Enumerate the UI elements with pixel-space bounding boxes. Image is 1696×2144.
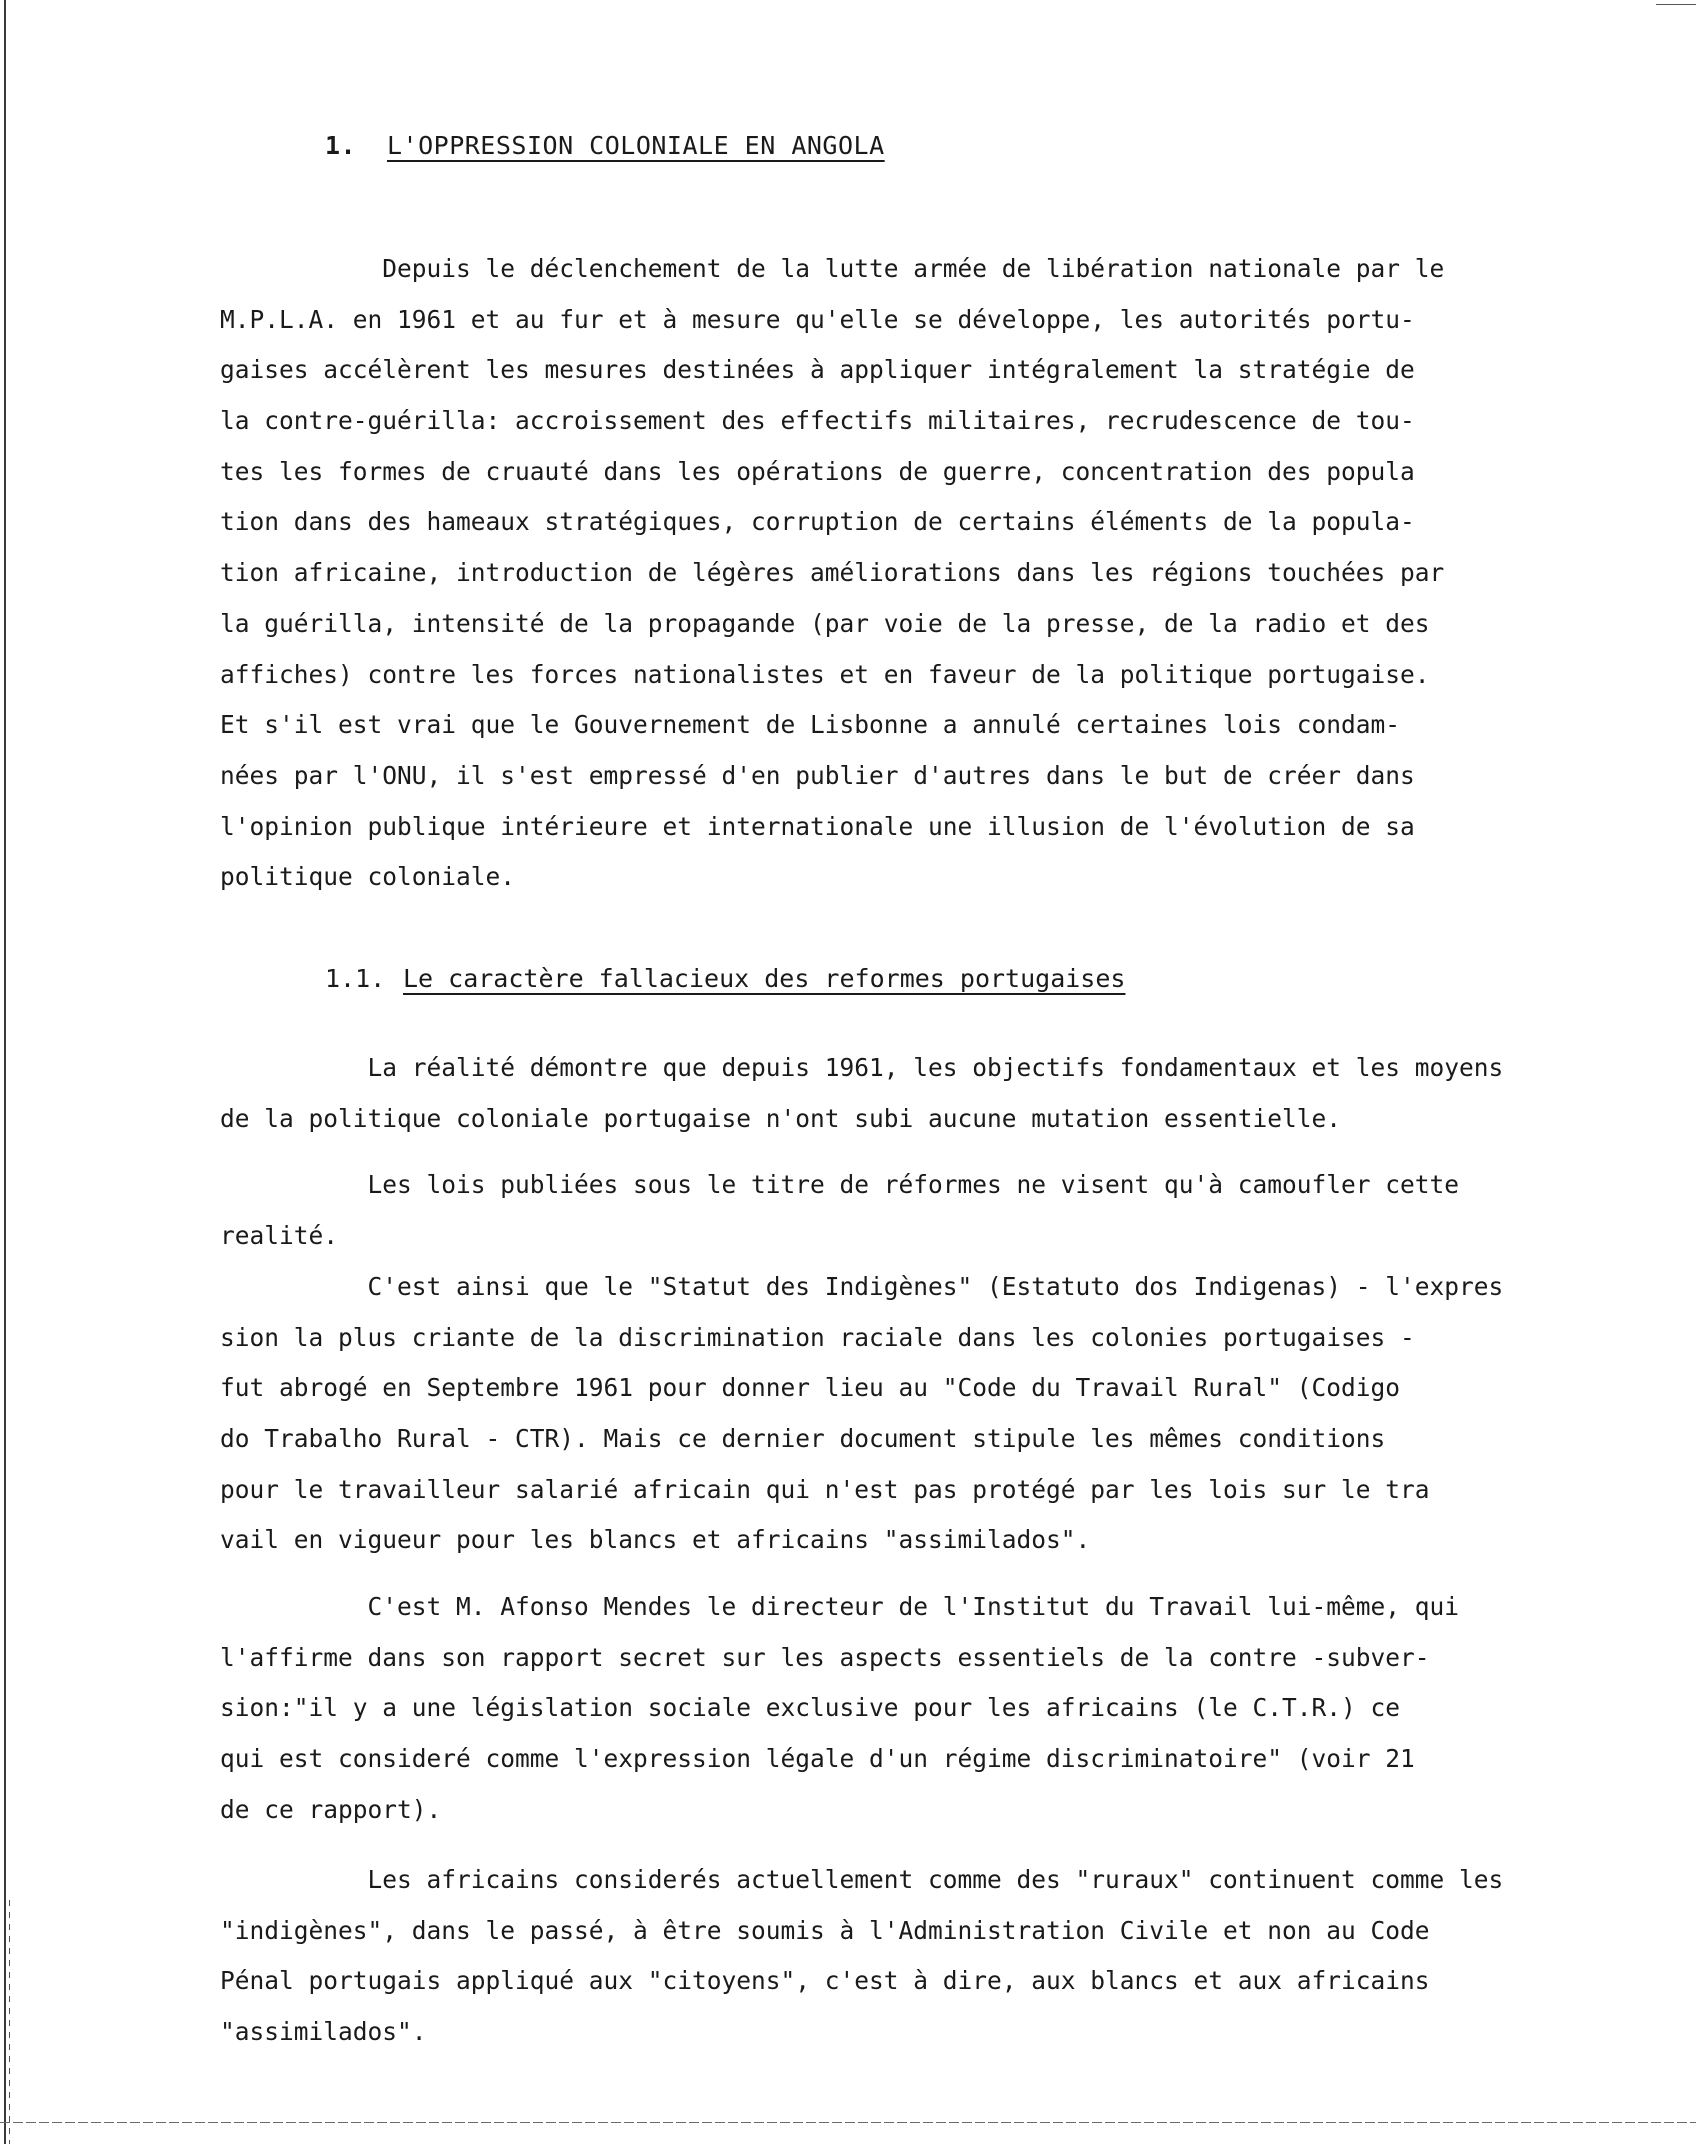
text-line: C'est ainsi que le "Statut des Indigènes" (Estatuto dos Indigenas) - l'expres: [220, 1272, 1504, 1301]
paragraph-intro: [220, 244, 1610, 903]
text-line: pour le travailleur salarié africain qui n'est pas protégé par les lois sur le tra: [220, 1474, 1430, 1504]
text-line: nées par l'ONU, il s'est empressé d'en publier d'autres dans le but de créer dans: [220, 760, 1415, 790]
text-line: tes les formes de cruauté dans les opérations de guerre, concentration des popula: [220, 456, 1415, 486]
binding-edge: [4, 0, 6, 2144]
bottom-rule: [0, 2122, 1696, 2123]
subsection-title: Le caractère fallacieux des reformes portugaises: [403, 964, 1126, 993]
subsection-heading: [325, 964, 1125, 993]
text-line: fut abrogé en Septembre 1961 pour donner lieu au "Code du Travail Rural" (Codigo: [220, 1373, 1401, 1403]
text-line: politique coloniale.: [220, 862, 516, 892]
text-line: la guérilla, intensité de la propagande (par voie de la presse, de la radio et des: [220, 608, 1430, 638]
text-line: de ce rapport).: [220, 1794, 442, 1824]
text-line: Depuis le déclenchement de la lutte armée de libération nationale par le: [220, 254, 1445, 283]
paragraph-laws: [220, 1160, 1610, 1261]
text-line: sion la plus criante de la discrimination raciale dans les colonies portugaises -: [220, 1322, 1415, 1352]
text-line: La réalité démontre que depuis 1961, les objectifs fondamentaux et les moyens: [220, 1053, 1504, 1082]
text-line: "indigènes", dans le passé, à être soumis à l'Administration Civile et non au Code: [220, 1915, 1430, 1945]
binding-edge-perforation: [9, 1900, 10, 2144]
text-line: gaises accélèrent les mesures destinées à appliquer intégralement la stratégie de: [220, 355, 1415, 385]
text-line: Les lois publiées sous le titre de réformes ne visent qu'à camoufler cette: [220, 1170, 1460, 1199]
text-line: la contre-guérilla: accroissement des effectifs militaires, recrudescence de tou-: [220, 406, 1415, 436]
text-line: tion dans des hameaux stratégiques, corruption de certains éléments de la popula-: [220, 507, 1415, 537]
text-line: Et s'il est vrai que le Gouvernement de Lisbonne a annulé certaines lois condam-: [220, 710, 1401, 740]
text-line: M.P.L.A. en 1961 et au fur et à mesure qu'elle se développe, les autorités portu-: [220, 304, 1415, 334]
text-line: sion:"il y a une législation sociale exclusive pour les africains (le C.T.R.) ce: [220, 1693, 1401, 1723]
text-line: l'affirme dans son rapport secret sur les aspects essentiels de la contre -subver-: [220, 1642, 1430, 1672]
text-line: de la politique coloniale portugaise n'ont subi aucune mutation essentielle.: [220, 1103, 1342, 1133]
scan-mark: [1656, 4, 1696, 5]
paragraph-reality: [220, 1043, 1610, 1144]
section-title: L'OPPRESSION COLONIALE EN ANGOLA: [387, 131, 885, 160]
text-line: affiches) contre les forces nationalistes et en faveur de la politique portugaise.: [220, 659, 1430, 689]
text-line: Les africains considerés actuellement comme des "ruraux" continuent comme les: [220, 1865, 1504, 1894]
text-line: realité.: [220, 1220, 339, 1250]
section-number: 1.: [325, 131, 357, 160]
text-line: l'opinion publique intérieure et internationale une illusion de l'évolution de sa: [220, 811, 1415, 841]
text-line: Pénal portugais appliqué aux "citoyens", c'est à dire, aux blancs et aux africains: [220, 1966, 1430, 1996]
paragraph-ruraux: [220, 1855, 1610, 2058]
text-line: C'est M. Afonso Mendes le directeur de l'Institut du Travail lui-même, qui: [220, 1592, 1460, 1621]
text-line: "assimilados".: [220, 2017, 427, 2047]
text-line: do Trabalho Rural - CTR). Mais ce dernier document stipule les mêmes conditions: [220, 1424, 1386, 1454]
text-line: tion africaine, introduction de légères améliorations dans les régions touchées par: [220, 558, 1445, 588]
subsection-number: 1.1.: [325, 964, 386, 993]
text-line: qui est consideré comme l'expression légale d'un régime discriminatoire" (voir 21: [220, 1744, 1415, 1774]
paragraph-statut: [220, 1262, 1610, 1566]
section-heading: [325, 131, 885, 160]
paragraph-mendes: [220, 1582, 1610, 1835]
text-line: vail en vigueur pour les blancs et africains "assimilados".: [220, 1525, 1091, 1555]
